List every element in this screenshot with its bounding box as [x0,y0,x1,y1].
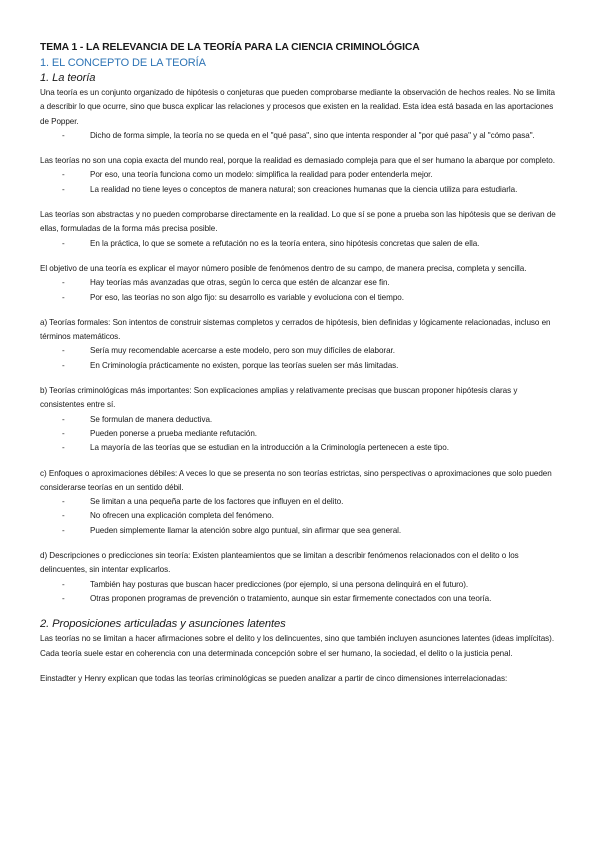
paragraph: Una teoría es un conjunto organizado de hipótesis o conjeturas que pueden comprobarse mediante la observación de hechos reales. No se limita a describir lo que ocurre, sino que busca explicar las relaciones y procesos que existen en la realidad. Esta idea está basada en las aportaciones de Popper. [40,88,555,126]
bullet-list [40,413,560,456]
paragraph: Las teorías son abstractas y no pueden comprobarse directamente en la realidad. Lo que sí se pone a prueba son las hipótesis que se derivan de ellas, formuladas de la forma más precisa posible. [40,210,556,234]
bullet-item: - Se formulan de manera deductiva. [62,413,560,427]
bullet-item: - También hay posturas que buscan hacer predicciones (por ejemplo, si una persona delinquirá en el futuro). [62,578,560,592]
bullet-list [40,495,560,538]
bullet-item: - Dicho de forma simple, la teoría no se queda en el "qué pasa", sino que intenta responder al "por qué pasa" y al "cómo pasa". [62,129,560,143]
bullet-list [40,129,560,143]
dash-marker: - [62,346,65,356]
bullet-item: - Pueden simplemente llamar la atención sobre algo puntual, sin afirmar que sea general. [62,524,560,538]
bullet-item: - Por eso, las teorías no son algo fijo: su desarrollo es variable y evoluciona con el tiempo. [62,291,560,305]
bullet-item: - En Criminología prácticamente no existen, porque las teorías suelen ser más limitadas. [62,359,560,373]
bullet-item: - Otras proponen programas de prevención o tratamiento, aunque sin estar firmemente conectados con una teoría. [62,592,560,606]
dash-marker: - [62,525,65,535]
paragraph: a) Teorías formales: Son intentos de construir sistemas completos y cerrados de hipótesis, bien definidas y lógicamente relacionadas, incluso en términos matemáticos. [40,317,551,342]
dash-marker: - [62,511,65,521]
bullet-item: - La realidad no tiene leyes o conceptos de manera natural; son creaciones humanas que la ciencia utiliza para estudiarla. [62,183,560,197]
bullet-item: - En la práctica, lo que se somete a refutación no es la teoría entera, sino hipótesis concretas que salen de ella. [62,237,560,251]
bullet-item: - Se limitan a una pequeña parte de los factores que influyen en el delito. [62,495,560,509]
dash-marker: - [62,443,65,453]
dash-marker: - [62,360,65,370]
bullet-item: - Hay teorías más avanzadas que otras, según lo cerca que estén de alcanzar ese fin. [62,276,560,290]
dash-marker: - [62,184,65,194]
bullet-list [40,344,560,373]
dash-marker: - [62,130,65,140]
paragraph: Einstadter y Henry explican que todas las teorías criminológicas se pueden analizar a partir de cinco dimensiones interrelacionadas: [40,673,508,683]
dash-marker: - [62,170,65,180]
bullet-list [40,168,560,197]
document-title: TEMA 1 - LA RELEVANCIA DE LA TEORÍA PARA LA CIENCIA CRIMINOLÓGICA [40,42,420,53]
subsection-heading: 2. Proposiciones articuladas y asunciones latentes [40,618,286,631]
dash-marker: - [62,428,65,438]
bullet-item: - No ofrecen una explicación completa del fenómeno. [62,509,560,523]
bullet-item: - Por eso, una teoría funciona como un modelo: simplifica la realidad para poder entenderla mejor. [62,168,560,182]
bullet-list [40,237,560,251]
paragraph: d) Descripciones o predicciones sin teoría: Existen planteamientos que se limitan a describir fenómenos relacionados con el delito o los delincuentes, sin intentar explicarlos. [40,551,519,575]
dash-marker: - [62,292,65,302]
bullet-list [40,578,560,607]
paragraph: c) Enfoques o aproximaciones débiles: A veces lo que se presenta no son teorías estrictas, sino perspectivas o aproximaciones que solo pueden considerarse teorías en un sentido débil. [40,468,552,492]
bullet-item: - Pueden ponerse a prueba mediante refutación. [62,427,560,441]
dash-marker: - [62,238,65,248]
bullet-item: - La mayoría de las teorías que se estudian en la introducción a la Criminología pertenecen a este tipo. [62,441,560,455]
subsection-heading: 1. La teoría [40,72,96,84]
paragraph: Las teorías no son una copia exacta del mundo real, porque la realidad es demasiado compleja para que el ser humano la abarque por completo. [40,156,555,166]
paragraph: El objetivo de una teoría es explicar el mayor número posible de fenómenos dentro de su campo, de manera precisa, completa y sencilla. [40,263,527,273]
bullet-item: - Sería muy recomendable acercarse a este modelo, pero son muy difíciles de elaborar. [62,344,560,358]
bullet-list [40,276,560,305]
section-heading: 1. EL CONCEPTO DE LA TEORÍA [40,57,206,69]
paragraph: Las teorías no se limitan a hacer afirmaciones sobre el delito y los delincuentes, sino que también incluyen asunciones latentes (ideas implícitas). Cada teoría suele estar en coherencia con una determinada concepción sobre el ser humano, la sociedad, el delito o la justicia penal. [40,634,555,658]
dash-marker: - [62,579,65,589]
dash-marker: - [62,278,65,288]
paragraph: b) Teorías criminológicas más importantes: Son explicaciones amplias y relativamente precisas que buscan proponer hipótesis claras y consistentes entre sí. [40,386,518,410]
dash-marker: - [62,593,65,603]
dash-marker: - [62,497,65,507]
dash-marker: - [62,414,65,424]
